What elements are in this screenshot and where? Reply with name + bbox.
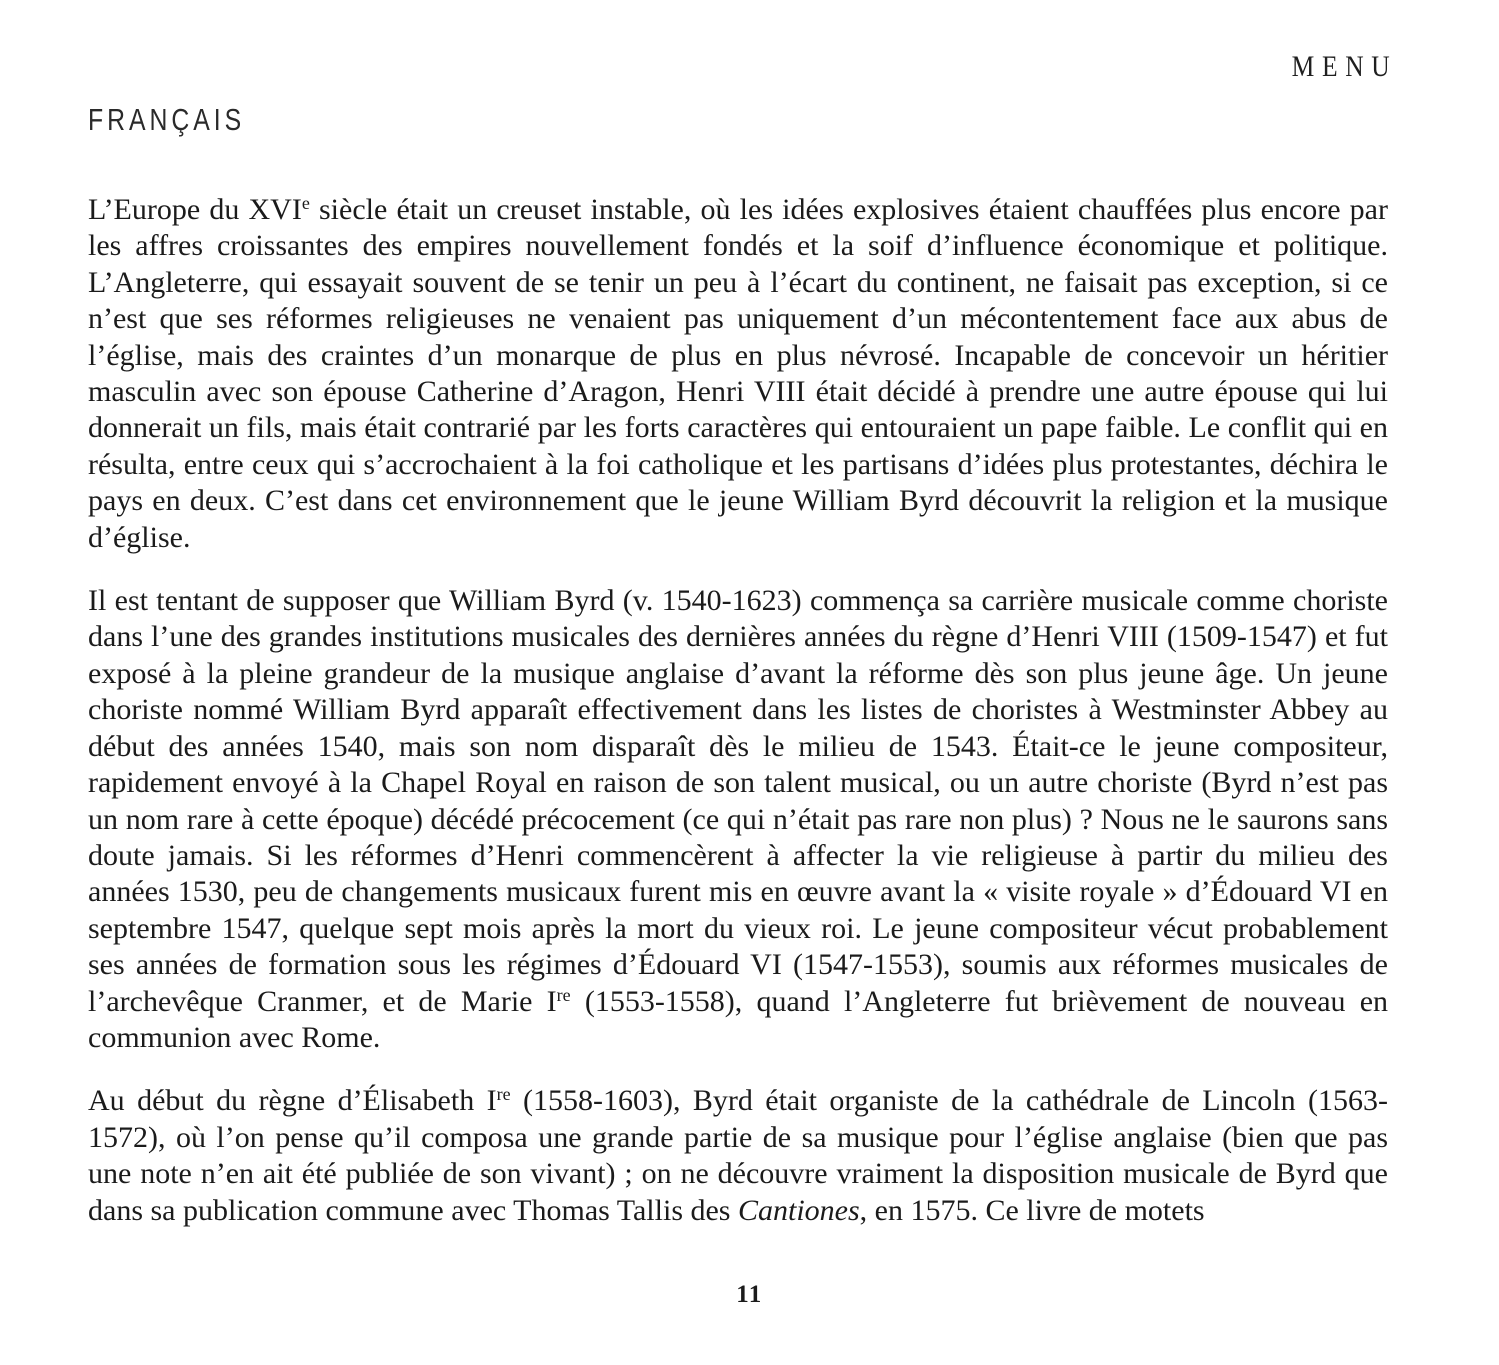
paragraph: L’Europe du XVIe siècle était un creuset instable, où les idées explosives étaient chauffées plus encore par les affres croissantes des empires nouvellement fondés et la soif d’influence économique et politique. L’Angleterre, qui essayait souvent de se tenir un peu à l’écart du continent, ne faisait pas exception, si ce n’est que ses réformes religieuses ne venaient pas uniquement d’un mécontentement face aux abus de l’église, mais des craintes d’un monarque de plus en plus névrosé. Incapable de concevoir un héritier masculin avec son épouse Catherine d’Aragon, Henri VIII était décidé à prendre une autre épouse qui lui donnerait un fils, mais était contrarié par les forts caractères qui entouraient un pape faible. Le conflit qui en résulta, entre ceux qui s’accrochaient à la foi catholique et les partisans d’idées plus protestantes, déchira le pays en deux. C’est dans cet environnement que le jeune William Byrd découvrit la religion et la musique d’église.	[88, 193, 1388, 554]
ordinal-superscript: re	[496, 1084, 511, 1105]
language-heading: FRANÇAIS	[88, 102, 246, 137]
menu-link[interactable]: MENU	[1291, 50, 1397, 83]
paragraph: Au début du règne d’Élisabeth Ire (1558-1603), Byrd était organiste de la cathédrale de Lincoln (1563-1572), où l’on pense qu’il composa une grande partie de sa musique pour l’église anglaise (bien que pas une note n’en ait été publiée de son vivant) ; on ne découvre vraiment la disposition musicale de Byrd que dans sa publication commune avec Thomas Tallis des Cantiones, en 1575. Ce livre de motets	[88, 1084, 1388, 1227]
body-text	[88, 192, 1388, 1256]
paragraph: Il est tentant de supposer que William Byrd (v. 1540-1623) commença sa carrière musicale comme choriste dans l’une des grandes institutions musicales des dernières années du règne d’Henri VIII (1509-1547) et fut exposé à la pleine grandeur de la musique anglaise d’avant la réforme dès son plus jeune âge. Un jeune choriste nommé William Byrd apparaît effectivement dans les listes de choristes à Westminster Abbey au début des années 1540, mais son nom disparaît dès le milieu de 1543. Était-ce le jeune compositeur, rapidement envoyé à la Chapel Royal en raison de son talent musical, ou un autre choriste (Byrd n’est pas un nom rare à cette époque) décédé précocement (ce qui n’était pas rare non plus) ? Nous ne le saurons sans doute jamais. Si les réformes d’Henri commencèrent à affecter la vie religieuse à partir du milieu des années 1530, peu de changements musicaux furent mis en œuvre avant la « visite royale » d’Édouard VI en septembre 1547, quelque sept mois après la mort du vieux roi. Le jeune compositeur vécut probablement ses années de formation sous les régimes d’Édouard VI (1547-1553), soumis aux réformes musicales de l’archevêque Cranmer, et de Marie Ire (1553-1558), quand l’Angleterre fut brièvement de nouveau en communion avec Rome.	[88, 584, 1389, 1054]
ordinal-superscript: re	[556, 984, 571, 1005]
work-title-italic: Cantiones	[737, 1193, 860, 1227]
page-number: 11	[736, 1281, 763, 1308]
ordinal-superscript: e	[301, 193, 310, 214]
